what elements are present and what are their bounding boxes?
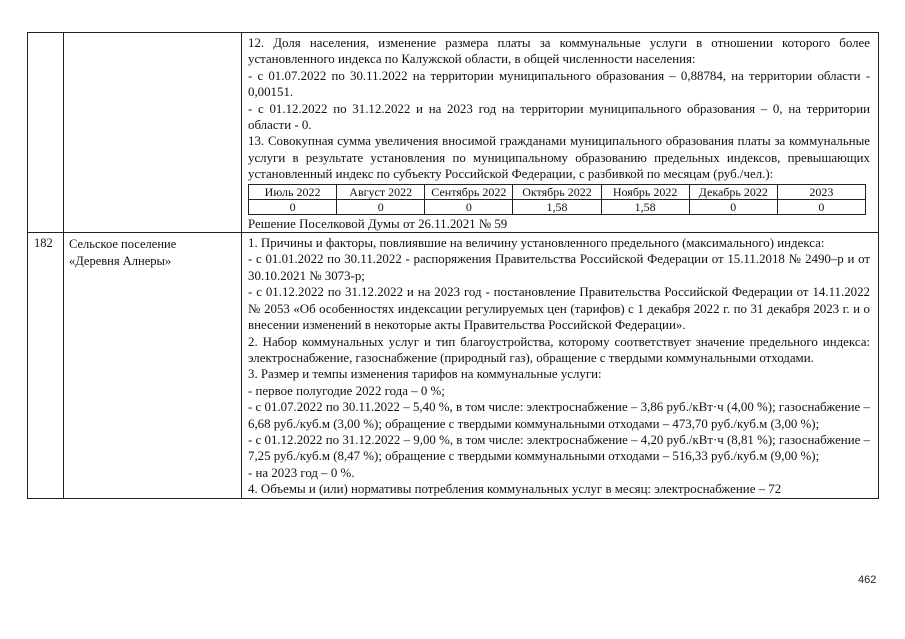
number-cell — [28, 233, 64, 499]
decision-reference: Решение Поселковой Думы от 26.11.2021 № 59 — [248, 216, 508, 231]
paragraph-3-line-3: - с 01.12.2022 по 31.12.2022 – 9,00 %, в том числе: электроснабжение – 4,20 руб./кВт·ч (8,81 %); газоснабжение – 7,25 руб./куб.м (8,47 %); обращение с твердыми коммунальными отходами – 516,33 руб./куб.м (9,00 %); — [248, 432, 870, 464]
paragraph-3-line-2: - с 01.07.2022 по 30.11.2022 – 5,40 %, в том числе: электроснабжение – 3,86 руб./кВт·ч (4,00 %); газоснабжение – 6,68 руб./куб.м (3,00 %); обращение с твердыми коммунальными отходами – 473,70 руб./куб.м (3,00 %); — [248, 400, 870, 431]
month-value: 0 — [249, 199, 337, 214]
page-number: 462 — [858, 574, 877, 586]
month-header: Сентябрь 2022 — [425, 184, 513, 199]
settlement-name: «Деревня Алнеры» — [69, 253, 172, 268]
months-header-row — [249, 184, 866, 199]
month-value: 1,58 — [601, 199, 689, 214]
months-value-row — [249, 199, 866, 214]
number-cell-empty — [28, 33, 64, 233]
month-header: Октябрь 2022 — [513, 184, 601, 199]
name-cell-empty — [64, 33, 242, 233]
paragraph-3-title: 3. Размер и темпы изменения тарифов на коммунальные услуги: — [248, 367, 602, 382]
paragraph-1-line-1: - с 01.01.2022 по 30.11.2022 - распоряжения Правительства Российской Федерации от 15.11.2018 № 2490–р и от 30.10.2021 № 3073-р; — [248, 252, 870, 283]
paragraph-12-line-2: - с 01.12.2022 по 31.12.2022 и на 2023 год на территории муниципального образования – 0, на территории области - 0. — [248, 101, 870, 133]
month-value: 0 — [337, 199, 425, 214]
month-value: 0 — [689, 199, 777, 214]
paragraph-1-line-2: - с 01.12.2022 по 31.12.2022 и на 2023 год - постановление Правительства Российской Федерации от 14.11.2022 № 2053 «Об особенностях индексации регулируемых цен (тарифов) с 1 декабря 2022 г. по 31 декабря 2023 г. и о внесении изменений в некоторые акты Правительства Российской Федерации». — [248, 285, 870, 333]
paragraph-3-line-1: - первое полугодие 2022 года – 0 %; — [248, 383, 445, 398]
month-header: Август 2022 — [337, 184, 425, 199]
settlement-type: Сельское поселение — [69, 237, 177, 252]
table-row — [28, 33, 879, 233]
month-header: Июль 2022 — [249, 184, 337, 199]
paragraph-12-line-1: - с 01.07.2022 по 30.11.2022 на территории муниципального образования – 0,88784, на территории области - 0,00151. — [248, 68, 870, 100]
month-header: Ноябрь 2022 — [601, 184, 689, 199]
month-header: Декабрь 2022 — [689, 184, 777, 199]
name-cell — [64, 233, 242, 499]
month-value: 0 — [777, 199, 865, 214]
row-number: 182 — [34, 236, 53, 251]
paragraph-3-line-4: - на 2023 год – 0 %. — [248, 465, 355, 480]
paragraph-12-title: 12. Доля населения, изменение размера платы за коммунальные услуги в отношении которого более установленного индекса по Калужской области, в общей численности населения: — [248, 36, 870, 67]
municipal-index-table — [27, 32, 879, 499]
paragraph-4: 4. Объемы и (или) нормативы потребления коммунальных услуг в месяц: электроснабжение – 72 — [248, 482, 782, 497]
paragraph-2: 2. Набор коммунальных услуг и тип благоустройства, которому соответствует значение предельного индекса: электроснабжение, газоснабжение (природный газ), обращение с твердыми коммунальными отходами. — [248, 334, 870, 365]
details-cell — [242, 33, 879, 233]
paragraph-1-title: 1. Причины и факторы, повлиявшие на величину установленного предельного (максимального) индекса: — [248, 236, 825, 251]
month-value: 0 — [425, 199, 513, 214]
month-header: 2023 — [777, 184, 865, 199]
paragraph-13-title: 13. Совокупная сумма увеличения вносимой гражданами муниципального образования платы за коммунальные услуги в результате установления по муниципальному образованию предельных индексов, превышающих установленный индекс по субъекту Российской Федерации, с разбивкой по месяцам (руб./чел.): — [248, 134, 870, 182]
monthly-increase-table — [248, 184, 866, 215]
table-row — [28, 233, 879, 499]
details-cell — [242, 233, 879, 499]
month-value: 1,58 — [513, 199, 601, 214]
